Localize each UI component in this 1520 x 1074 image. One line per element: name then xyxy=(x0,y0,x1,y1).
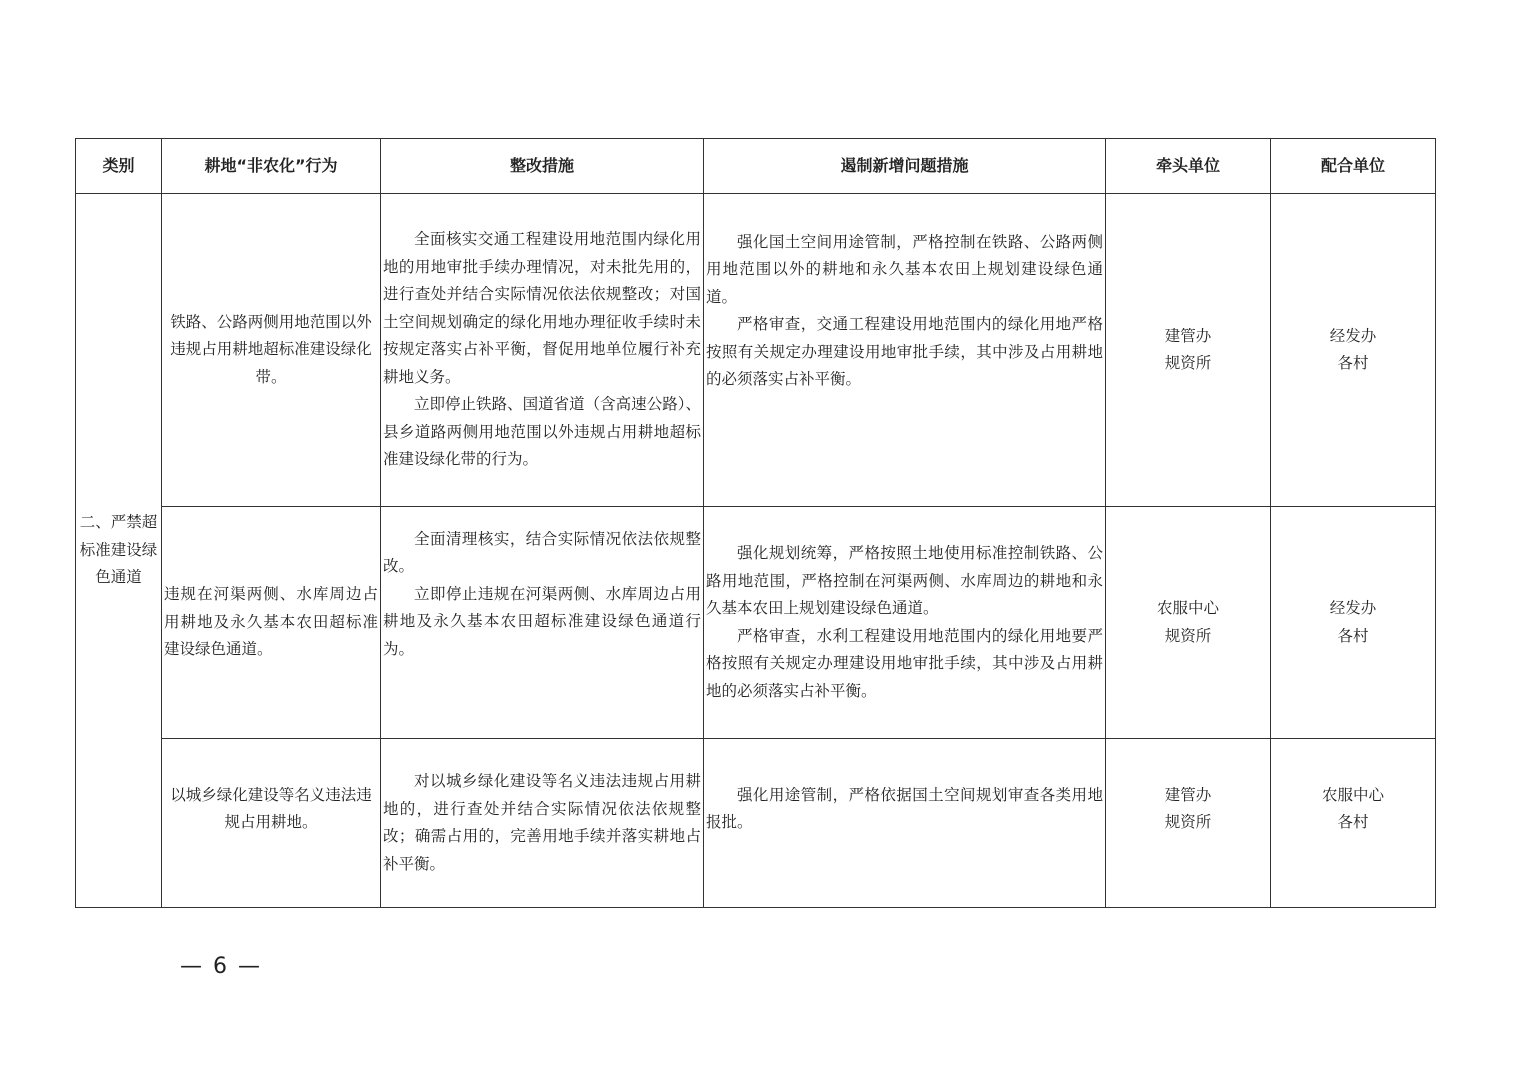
prevention-paragraph: 强化规划统筹，严格按照土地使用标准控制铁路、公路用地范围，严格控制在河渠两侧、水库周边的耕地和永久基本农田上规划建设绿色通道。 xyxy=(706,544,1103,617)
table-row xyxy=(76,194,1436,507)
table-row xyxy=(76,507,1436,739)
table-row xyxy=(76,739,1436,908)
lead-unit-cell xyxy=(1106,739,1271,908)
lead-unit: 建管办 xyxy=(1164,326,1212,345)
header-category: 类别 xyxy=(76,139,162,194)
prevention-paragraph: 强化国土空间用途管制，严格控制在铁路、公路两侧用地范围以外的耕地和永久基本农田上规划建设绿色通道。 xyxy=(706,232,1103,306)
behavior-cell: 以城乡绿化建设等名义违法违规占用耕地。 xyxy=(162,739,381,908)
coop-unit: 农服中心 xyxy=(1321,785,1384,804)
lead-unit: 建管办 xyxy=(1164,785,1212,804)
rectification-paragraph: 对以城乡绿化建设等名义违法违规占用耕地的，进行查处并结合实际情况依法依规整改；确需占用的，完善用地手续并落实耕地占补平衡。 xyxy=(383,772,701,873)
coop-unit-cell xyxy=(1271,194,1436,507)
coop-unit-cell xyxy=(1271,739,1436,908)
header-coop-unit: 配合单位 xyxy=(1271,139,1436,194)
prevention-paragraph: 严格审查，水利工程建设用地范围内的绿化用地要严格按照有关规定办理建设用地审批手续，其中涉及占用耕地的必须落实占补平衡。 xyxy=(706,626,1103,700)
measures-table xyxy=(75,138,1436,908)
category-cell: 二、严禁超标准建设绿色通道 xyxy=(76,194,162,908)
rectification-cell xyxy=(381,739,704,908)
coop-unit: 各村 xyxy=(1337,813,1369,831)
header-lead-unit: 牵头单位 xyxy=(1106,139,1271,194)
coop-unit-cell xyxy=(1271,507,1436,739)
header-rectification: 整改措施 xyxy=(381,139,704,194)
behavior-cell: 铁路、公路两侧用地范围以外违规占用耕地超标准建设绿化带。 xyxy=(162,194,381,507)
header-behavior: 耕地“非农化”行为 xyxy=(162,139,381,194)
prevention-cell xyxy=(704,507,1106,739)
page-number: — 6 — xyxy=(180,954,262,979)
prevention-paragraph: 强化用途管制，严格依据国土空间规划审查各类用地报批。 xyxy=(706,785,1103,831)
prevention-cell xyxy=(704,194,1106,507)
prevention-cell xyxy=(704,739,1106,908)
prevention-paragraph: 严格审查，交通工程建设用地范围内的绿化用地严格按照有关规定办理建设用地审批手续，其中涉及占用耕地的必须落实占补平衡。 xyxy=(706,315,1103,388)
coop-unit: 各村 xyxy=(1337,354,1369,372)
rectification-paragraph: 立即停止铁路、国道省道（含高速公路）、县乡道路两侧用地范围以外违规占用耕地超标准建设绿化带的行为。 xyxy=(383,395,701,469)
header-prevention: 遏制新增问题措施 xyxy=(704,139,1106,194)
lead-unit: 规资所 xyxy=(1164,354,1212,372)
lead-unit: 规资所 xyxy=(1164,813,1212,831)
lead-unit: 规资所 xyxy=(1164,626,1212,645)
rectification-paragraph: 立即停止违规在河渠两侧、水库周边占用耕地及永久基本农田超标准建设绿色通道行为。 xyxy=(383,584,701,658)
coop-unit: 经发办 xyxy=(1329,599,1377,617)
rectification-cell xyxy=(381,507,704,739)
lead-unit-cell xyxy=(1106,507,1271,739)
header-row xyxy=(76,139,1436,194)
coop-unit: 各村 xyxy=(1337,626,1369,645)
coop-unit: 经发办 xyxy=(1329,326,1377,345)
rectification-paragraph: 全面核实交通工程建设用地范围内绿化用地的用地审批手续办理情况，对未批先用的，进行查处并结合实际情况依法依规整改；对国土空间规划确定的绿化用地办理征收手续时未按规定落实占补平衡，督促用地单位履行补充耕地义务。 xyxy=(383,230,701,386)
behavior-cell: 违规在河渠两侧、水库周边占用耕地及永久基本农田超标准建设绿色通道。 xyxy=(162,507,381,739)
rectification-cell xyxy=(381,194,704,507)
rectification-paragraph: 全面清理核实，结合实际情况依法依规整改。 xyxy=(383,529,701,576)
lead-unit: 农服中心 xyxy=(1156,599,1219,617)
lead-unit-cell xyxy=(1106,194,1271,507)
